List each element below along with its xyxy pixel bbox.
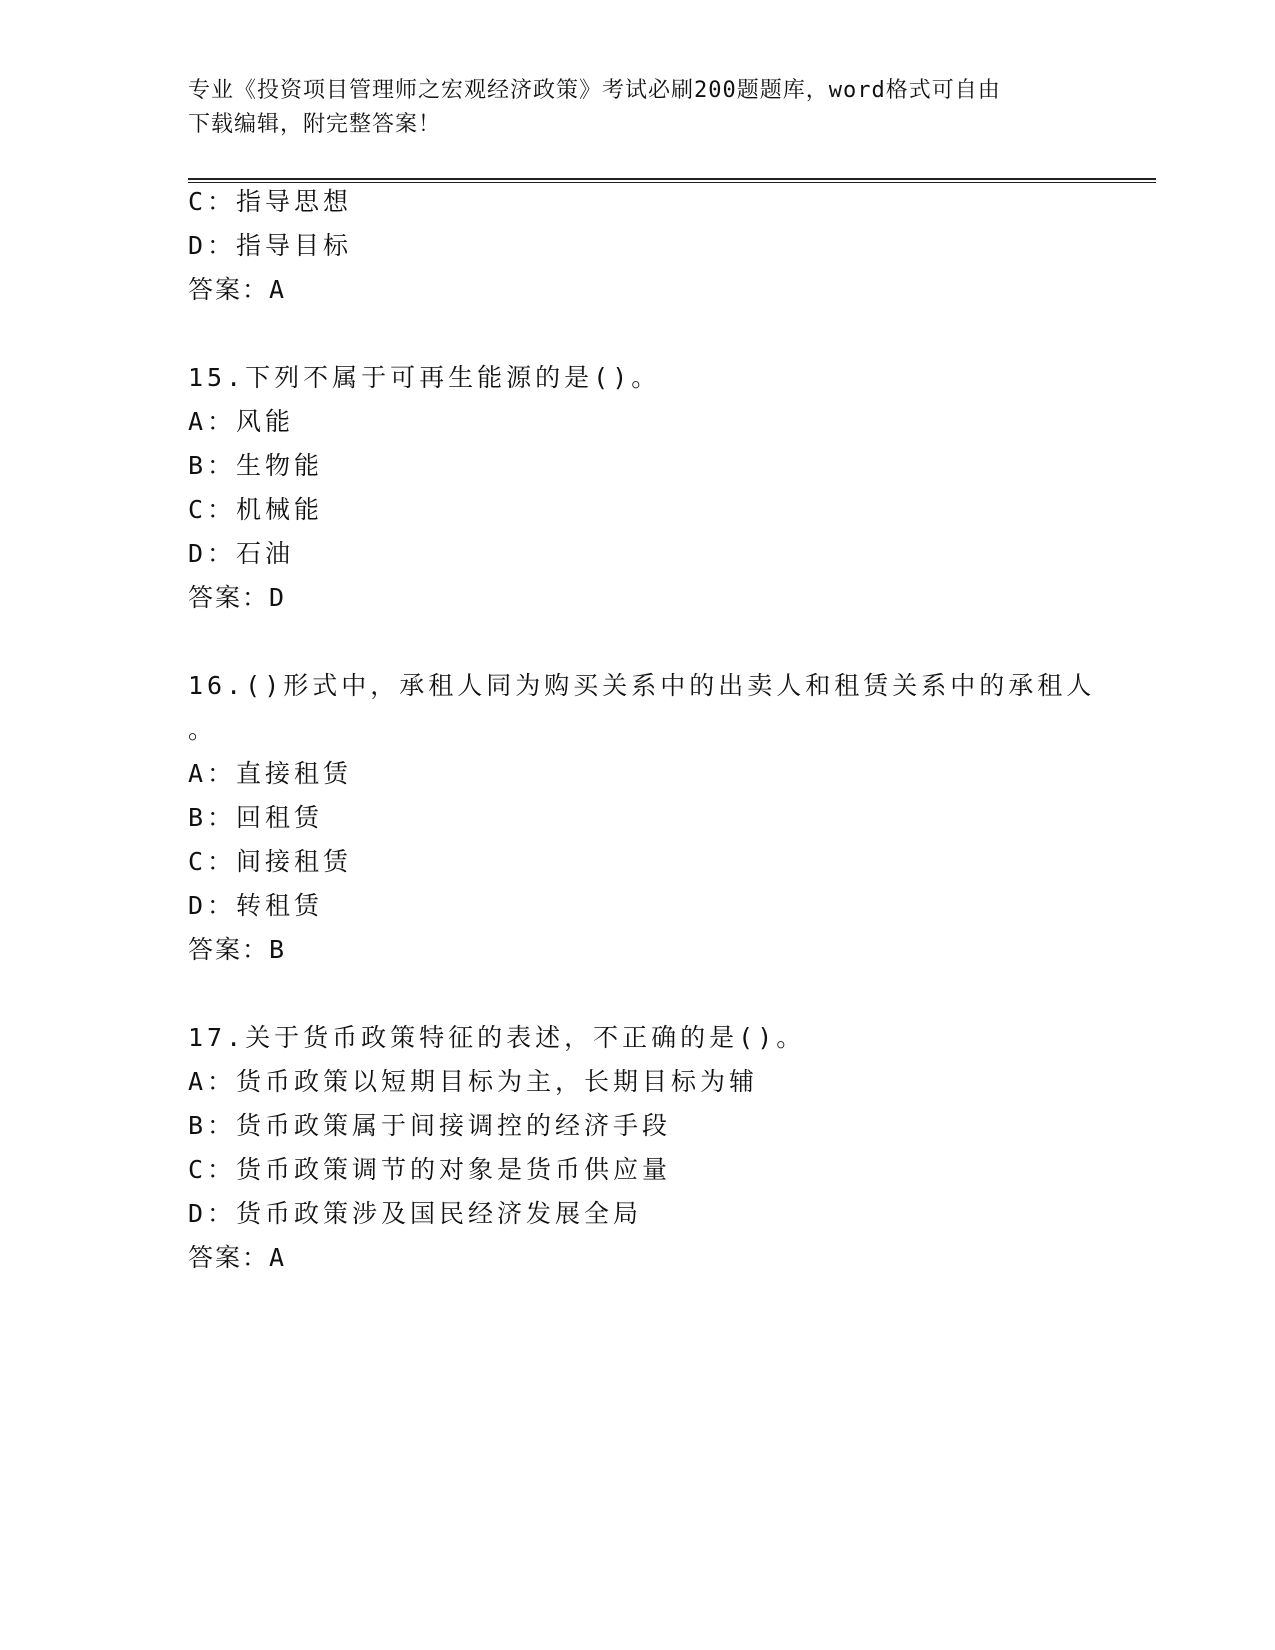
header-divider (188, 178, 1156, 183)
q17-option-a: A：货币政策以短期目标为主，长期目标为辅 (188, 1067, 759, 1096)
q16-option-c: C：间接租赁 (188, 847, 353, 876)
q16-option-a: A：直接租赁 (188, 759, 353, 788)
document-header (188, 74, 1088, 142)
q16-option-d: D：转租赁 (188, 891, 324, 920)
q15-stem: 15.下列不属于可再生能源的是()。 (188, 363, 661, 392)
q16-stem: 16.()形式中，承租人同为购买关系中的出卖人和租赁关系中的承租人 (188, 671, 1096, 700)
q14-option-c: C：指导思想 (188, 187, 353, 216)
q14-answer: 答案：A (188, 275, 287, 304)
header-line-2: 下载编辑，附完整答案！ (188, 112, 442, 137)
q17-stem: 17.关于货币政策特征的表述，不正确的是()。 (188, 1023, 806, 1052)
q17-option-d: D：货币政策涉及国民经济发展全局 (188, 1199, 643, 1228)
q17-option-c: C：货币政策调节的对象是货币供应量 (188, 1155, 672, 1184)
q16-answer: 答案：B (188, 935, 287, 964)
q17-option-b: B：货币政策属于间接调控的经济手段 (188, 1111, 672, 1140)
q15-option-a: A：风能 (188, 407, 295, 436)
q15-answer: 答案：D (188, 583, 287, 612)
q15-option-d: D：石油 (188, 539, 295, 568)
q14-option-d: D：指导目标 (188, 231, 353, 260)
q17-answer: 答案：A (188, 1243, 287, 1272)
q16-stem-continued: 。 (188, 715, 218, 744)
q16-option-b: B：回租赁 (188, 803, 324, 832)
header-line-1: 专业《投资项目管理师之宏观经济政策》考试必刷200题题库，word格式可自由 (188, 78, 1001, 103)
q15-option-b: B：生物能 (188, 451, 324, 480)
q15-option-c: C：机械能 (188, 495, 324, 524)
